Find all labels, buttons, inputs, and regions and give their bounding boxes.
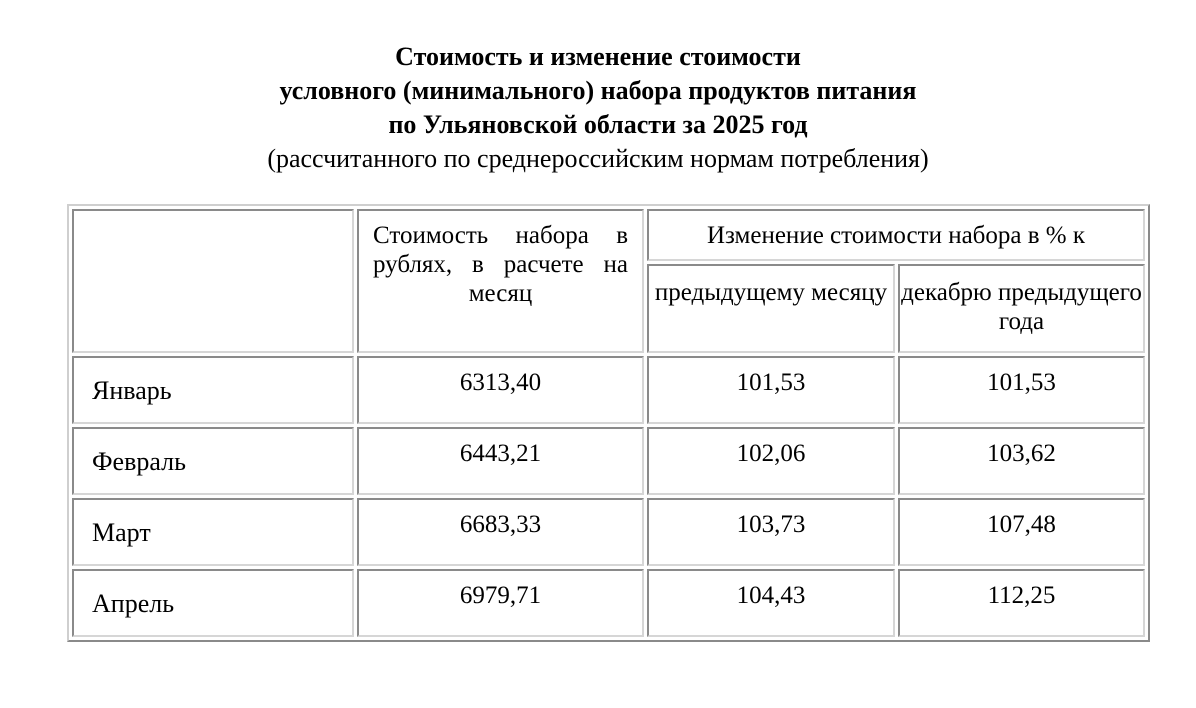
header-empty-cell	[72, 209, 354, 353]
dec-prev-year-cell: 101,53	[898, 356, 1145, 424]
cost-cell: 6683,33	[357, 498, 644, 566]
header-cost: Стоимость набора в рублях, в расчете на месяц	[357, 209, 644, 353]
month-cell: Апрель	[72, 569, 354, 637]
prev-month-cell: 101,53	[647, 356, 895, 424]
header-prev-month: предыдущему месяцу	[647, 264, 895, 353]
prev-month-cell: 102,06	[647, 427, 895, 495]
table-row	[72, 569, 1145, 637]
header-dec-prev-year: декабрю предыдущего года	[898, 264, 1145, 353]
title-block	[0, 40, 1196, 176]
month-cell: Март	[72, 498, 354, 566]
table-row	[72, 356, 1145, 424]
table-row	[72, 498, 1145, 566]
cost-cell: 6313,40	[357, 356, 644, 424]
month-cell: Февраль	[72, 427, 354, 495]
dec-prev-year-cell: 103,62	[898, 427, 1145, 495]
prev-month-cell: 104,43	[647, 569, 895, 637]
dec-prev-year-cell: 112,25	[898, 569, 1145, 637]
cost-cell: 6443,21	[357, 427, 644, 495]
cost-cell: 6979,71	[357, 569, 644, 637]
title-line-3: по Ульяновской области за 2025 год	[388, 110, 808, 139]
month-cell: Январь	[72, 356, 354, 424]
prev-month-cell: 103,73	[647, 498, 895, 566]
subtitle: (рассчитанного по среднероссийским нормам потребления)	[267, 144, 929, 173]
header-row-1	[72, 209, 1145, 261]
cost-table	[67, 204, 1150, 642]
title-line-2: условного (минимального) набора продуктов питания	[279, 76, 917, 105]
header-change: Изменение стоимости набора в % к	[647, 209, 1145, 261]
title-line-1: Стоимость и изменение стоимости	[395, 42, 801, 71]
table-row	[72, 427, 1145, 495]
dec-prev-year-cell: 107,48	[898, 498, 1145, 566]
